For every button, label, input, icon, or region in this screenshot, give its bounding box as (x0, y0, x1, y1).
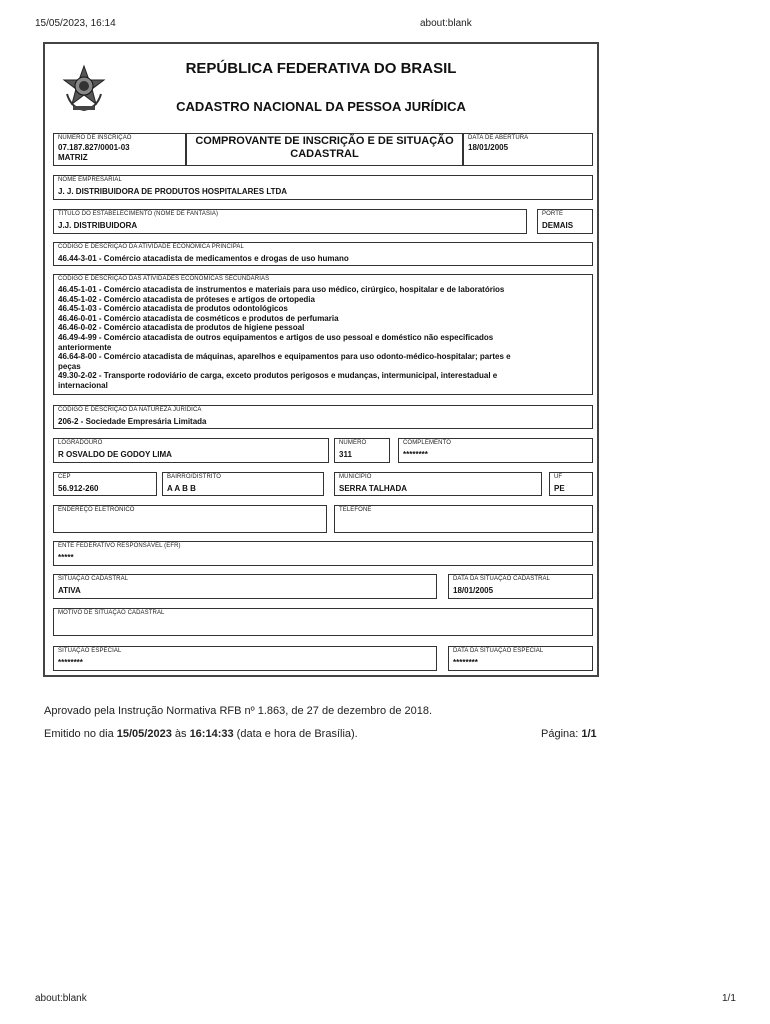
situacao-cadastral-value: ATIVA (58, 586, 81, 595)
motivo-situacao-label: MOTIVO DE SITUAÇÃO CADASTRAL (58, 610, 165, 616)
complemento-label: COMPLEMENTO (403, 440, 451, 446)
atividade-secundaria-item: 46.45-1-01 - Comércio atacadista de instrumentos e materiais para uso médico, cirúrgico, hospitalar e de laboratórios (58, 285, 505, 294)
nome-fantasia-value: J.J. DISTRIBUIDORA (58, 221, 138, 230)
atividade-secundaria-item: 46.64-8-00 - Comércio atacadista de máquinas, aparelhos e equipamentos para uso odonto-médico-hospitalar; partes e (58, 352, 511, 362)
logradouro-label: LOGRADOURO (58, 440, 103, 446)
document-subtitle: CADASTRO NACIONAL DA PESSOA JURÍDICA (176, 99, 466, 114)
natureza-juridica-box (53, 405, 593, 429)
atividade-secundaria-item: internacional (58, 380, 108, 390)
complemento-box (398, 438, 593, 463)
uf-box (549, 472, 593, 496)
atividade-secundaria-item: 49.30-2-02 - Transporte rodoviário de carga, exceto produtos perigosos e mudanças, intermunicipal, interestadual e (58, 371, 498, 381)
natureza-juridica-value: 206-2 - Sociedade Empresária Limitada (58, 417, 207, 426)
pagina-label: Página: (541, 728, 582, 740)
efr-value: ***** (58, 553, 74, 562)
cep-box (53, 472, 157, 496)
print-footer-url: about:blank (35, 993, 87, 1004)
bairro-box (162, 472, 324, 496)
data-situacao-especial-label: DATA DA SITUAÇÃO ESPECIAL (453, 648, 544, 654)
atividades-secundarias-label: CÓDIGO E DESCRIÇÃO DAS ATIVIDADES ECONÔMICAS SECUNDÁRIAS (58, 276, 270, 282)
uf-label: UF (554, 474, 563, 480)
data-situacao-box (448, 574, 593, 599)
nome-empresarial-label: NOME EMPRESARIAL (58, 177, 122, 183)
inscricao-value: 07.187.827/0001-03 (58, 143, 130, 152)
print-datetime: 15/05/2023, 16:14 (35, 18, 116, 29)
emitido-note (44, 728, 358, 740)
municipio-label: MUNICÍPIO (339, 474, 372, 480)
document-title: REPÚBLICA FEDERATIVA DO BRASIL (185, 60, 457, 77)
atividades-secundarias-box (53, 274, 593, 395)
nome-empresarial-box (53, 175, 593, 200)
print-footer-page: 1/1 (722, 993, 736, 1004)
situacao-cadastral-box (53, 574, 437, 599)
comprovante-title-line1: COMPROVANTE DE INSCRIÇÃO E DE SITUAÇÃO (195, 135, 454, 147)
abertura-box (463, 133, 593, 166)
uf-value: PE (554, 484, 565, 493)
numero-box (334, 438, 390, 463)
data-situacao-value: 18/01/2005 (453, 586, 494, 595)
complemento-value: ******** (403, 450, 428, 459)
numero-value: 311 (339, 450, 352, 459)
telefone-box (334, 505, 593, 533)
data-situacao-label: DATA DA SITUAÇÃO CADASTRAL (453, 576, 551, 582)
nome-fantasia-label: TÍTULO DO ESTABELECIMENTO (NOME DE FANTASIA) (58, 211, 219, 217)
situacao-cadastral-label: SITUAÇÃO CADASTRAL (58, 576, 129, 582)
data-situacao-especial-value: ******** (453, 658, 478, 667)
atividade-secundaria-item: 46.45-1-02 - Comércio atacadista de próteses e artigos de ortopedia (58, 294, 315, 304)
porte-value: DEMAIS (542, 221, 574, 230)
atividade-secundaria-item: 46.46-0-02 - Comércio atacadista de produtos de higiene pessoal (58, 323, 305, 333)
logradouro-box (53, 438, 329, 463)
porte-label: PORTE (542, 211, 564, 217)
efr-box (53, 541, 593, 566)
atividade-secundaria-item: 46.49-4-99 - Comércio atacadista de outros equipamentos e artigos de uso pessoal e doméstico não especificados (58, 332, 494, 342)
situacao-especial-box (53, 646, 437, 671)
endereco-eletronico-label: ENDEREÇO ELETRÔNICO (58, 507, 135, 513)
logradouro-value: R OSVALDO DE GODOY LIMA (58, 450, 172, 459)
atividade-principal-label: CÓDIGO E DESCRIÇÃO DA ATIVIDADE ECONÔMICA PRINCIPAL (58, 244, 244, 250)
abertura-value: 18/01/2005 (468, 143, 509, 152)
print-url: about:blank (420, 18, 472, 29)
document-frame (43, 42, 599, 677)
emitido-date: 15/05/2023 (116, 728, 172, 740)
bairro-value: A A B B (167, 484, 196, 493)
data-situacao-especial-box (448, 646, 593, 671)
atividade-secundaria-item: 46.46-0-01 - Comércio atacadista de cosméticos e produtos de perfumaria (58, 313, 339, 323)
motivo-situacao-box (53, 608, 593, 636)
atividade-principal-value: 46.44-3-01 - Comércio atacadista de medicamentos e drogas de uso humano (58, 254, 349, 263)
situacao-especial-label: SITUAÇÃO ESPECIAL (58, 648, 122, 654)
atividade-principal-box (53, 242, 593, 266)
emitido-time: 16:14:33 (189, 728, 234, 740)
municipio-value: SERRA TALHADA (339, 484, 407, 493)
inscricao-box (53, 133, 186, 166)
efr-label: ENTE FEDERATIVO RESPONSÁVEL (EFR) (58, 543, 181, 549)
telefone-label: TELEFONE (339, 507, 372, 513)
numero-label: NÚMERO (339, 440, 367, 446)
cep-value: 56.912-260 (58, 484, 99, 493)
endereco-eletronico-box (53, 505, 327, 533)
emitido-mid: às (171, 728, 190, 740)
atividade-secundaria-item: 46.45-1-03 - Comércio atacadista de produtos odontológicos (58, 304, 288, 314)
nome-empresarial-value: J. J. DISTRIBUIDORA DE PRODUTOS HOSPITALARES LTDA (58, 187, 288, 196)
atividades-secundarias-list (58, 285, 588, 391)
inscricao-label: NÚMERO DE INSCRIÇÃO (58, 135, 132, 141)
pagina-note (541, 728, 597, 740)
natureza-juridica-label: CÓDIGO E DESCRIÇÃO DA NATUREZA JURÍDICA (58, 407, 202, 413)
aprovado-note: Aprovado pela Instrução Normativa RFB nº 1.863, de 27 de dezembro de 2018. (44, 705, 433, 717)
inscricao-tipo: MATRIZ (58, 153, 88, 162)
nome-fantasia-box (53, 209, 527, 234)
porte-box (537, 209, 593, 234)
cep-label: CEP (58, 474, 71, 480)
bairro-label: BAIRRO/DISTRITO (167, 474, 222, 480)
atividade-secundaria-item: anteriormente (58, 342, 112, 352)
comprovante-box (186, 133, 463, 166)
emitido-prefix: Emitido no dia (44, 728, 117, 740)
pagina-value: 1/1 (581, 728, 597, 740)
abertura-label: DATA DE ABERTURA (468, 135, 529, 141)
comprovante-title-line2: CADASTRAL (290, 148, 359, 160)
atividade-secundaria-item: peças (58, 361, 81, 371)
situacao-especial-value: ******** (58, 658, 83, 667)
municipio-box (334, 472, 542, 496)
emitido-suffix: (data e hora de Brasília). (233, 728, 358, 740)
